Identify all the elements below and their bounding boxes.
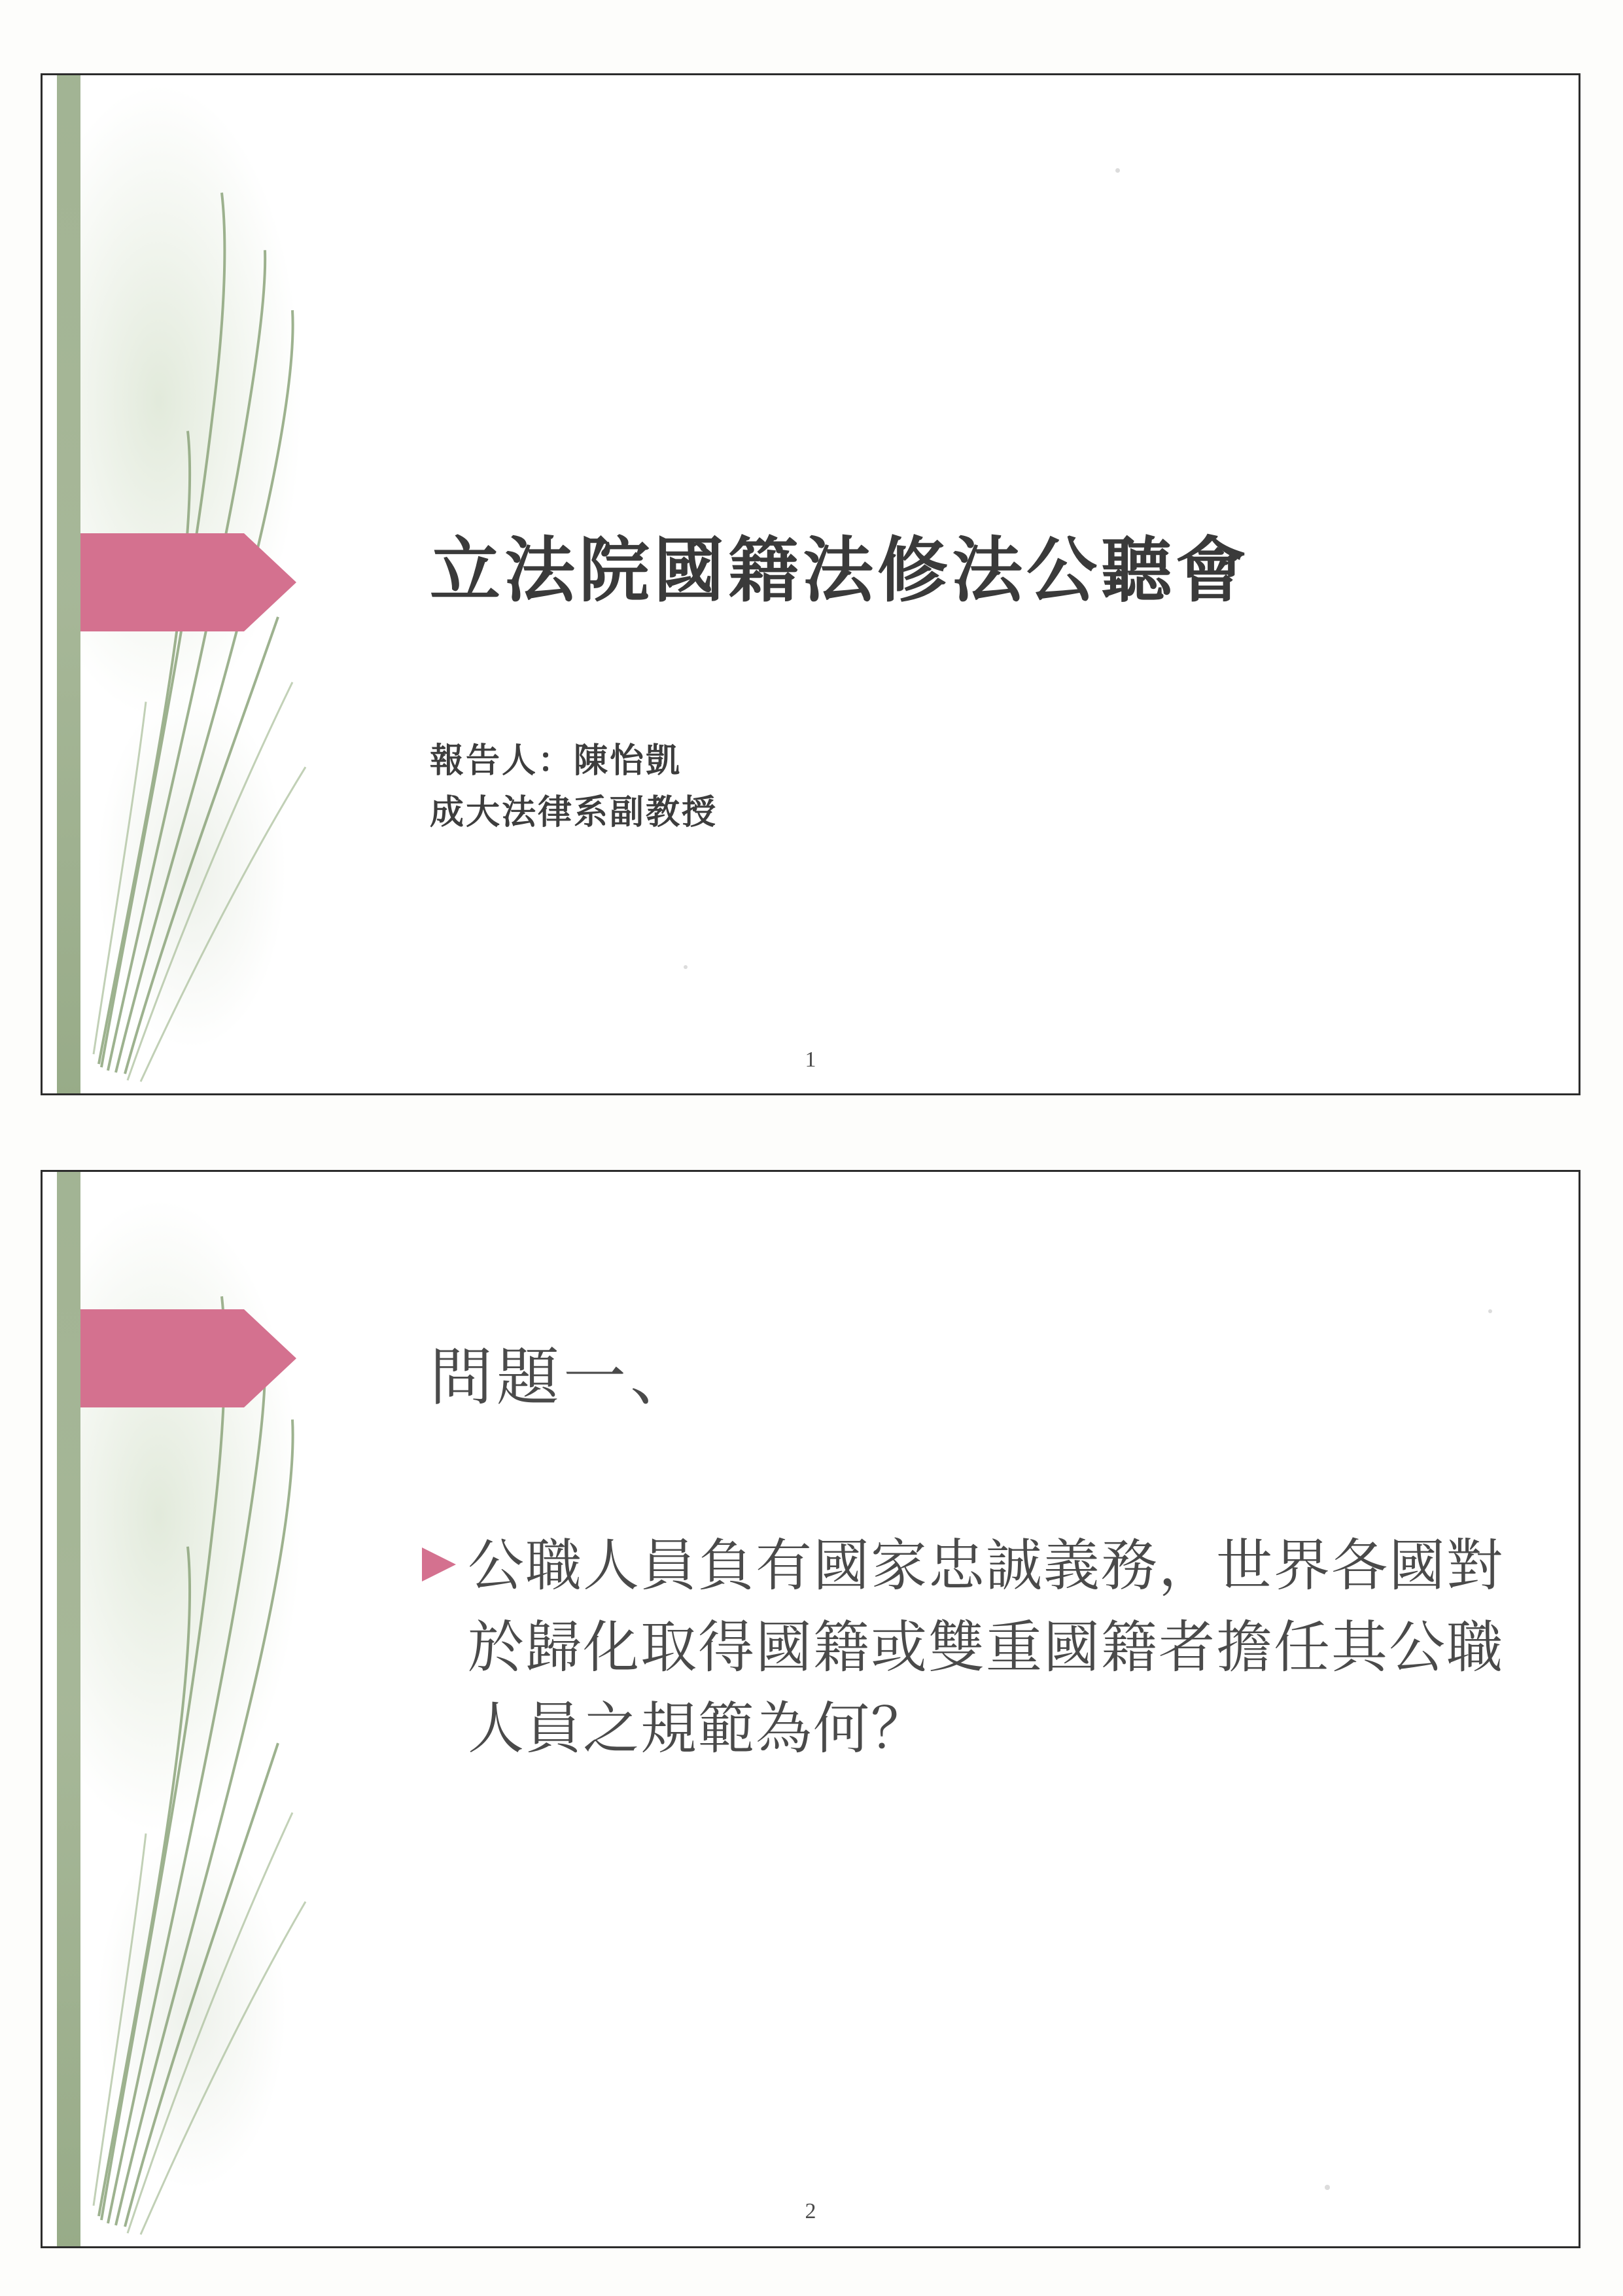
scan-speck (1325, 2185, 1330, 2190)
presenter-line: 報告人：陳怡凱 (430, 741, 682, 781)
green-vertical-band (57, 75, 80, 1093)
pink-arrow-tab (80, 533, 296, 631)
slide-1 (41, 73, 1580, 1095)
green-vertical-band (57, 1172, 80, 2246)
bullet-text: 公職人員負有國家忠誠義務，世界各國對於歸化取得國籍或雙重國籍者擔任其公職人員之規範為何？ (468, 1533, 1504, 1762)
bullet-item (422, 1525, 1547, 1770)
pink-arrow-tab (80, 1309, 296, 1407)
pink-arrow-tip (244, 1309, 296, 1407)
scan-speck (684, 965, 688, 969)
slide-subtitle (430, 735, 718, 838)
slide-2 (41, 1170, 1580, 2248)
slide-1-page-number: 1 (805, 1048, 816, 1072)
scan-speck (1115, 168, 1120, 173)
slide-heading: 問題一、 (430, 1341, 697, 1414)
pink-arrow-tip (244, 533, 296, 631)
pink-arrow-body (80, 533, 244, 631)
scan-speck (1488, 1309, 1492, 1313)
bullet-arrow-icon (422, 1547, 456, 1581)
affiliation-line: 成大法律系副教授 (430, 792, 718, 833)
slide-title: 立法院國籍法修法公聽會 (430, 529, 1251, 612)
pink-arrow-body (80, 1309, 244, 1407)
slide-2-page-number: 2 (805, 2199, 816, 2223)
